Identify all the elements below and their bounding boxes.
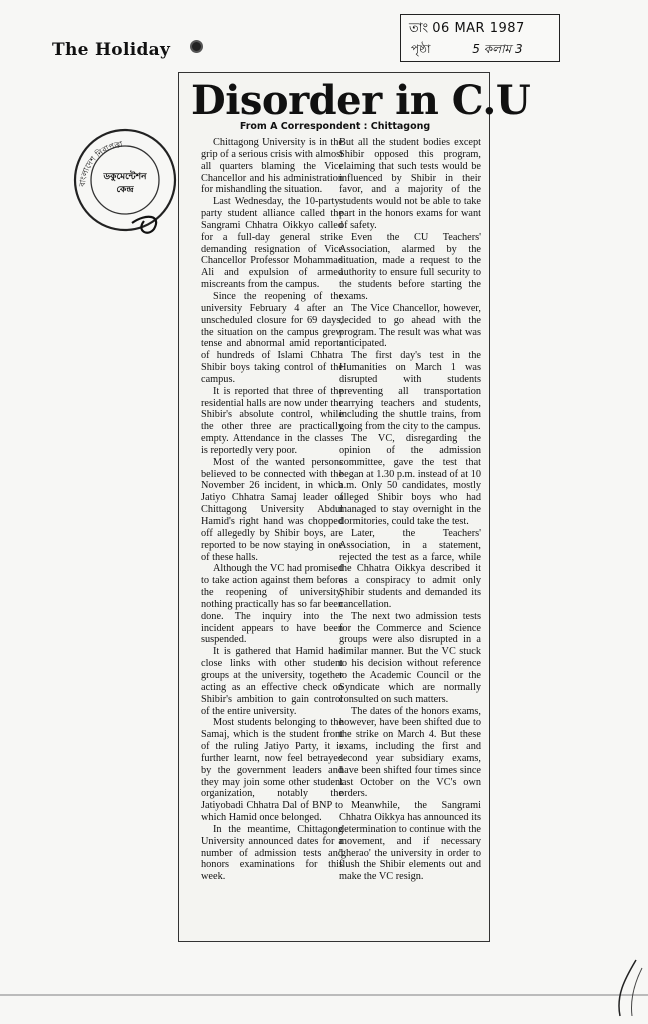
documentation-center-seal	[70, 125, 180, 235]
page-corner-curl	[606, 958, 646, 1018]
stamp-page-label: পৃষ্ঠা	[411, 42, 431, 56]
publication-name: The Holiday	[52, 40, 171, 60]
seal-outer-text: বাংলাদেশ নিরাপত্তা	[77, 139, 124, 188]
stamp-page-info: 5 কলাম 3	[472, 42, 523, 56]
article-paragraph: Later, the Teachers' Association, in a statement, rejected the test as a farce, while the Chhatra Oikkya described it as a conspiracy to admit only Shibir students and demanded its cancellation.	[339, 527, 481, 610]
stamp-date-label: তাং	[409, 21, 429, 36]
archive-date-stamp	[400, 14, 560, 62]
stamp-date-row	[409, 19, 525, 40]
article-paragraph: The next two admission tests for the Commerce and Science groups were also disrupted in a similar manner. But the VC stuck to his decision without reference to the Academic Council or the Syndicate which are normally consulted on such matters.	[339, 610, 481, 705]
stamp-page-row	[411, 41, 523, 61]
article-byline: From A Correspondent : Chittagong	[239, 121, 431, 132]
article-paragraph: In the meantime, Chittagong University announced dates for a number of admission tests and honors examinations for this week.	[201, 823, 343, 883]
scan-edge-line	[0, 994, 648, 996]
article-paragraph: It is gathered that Hamid had close links with other student groups at the university, together acting as an effective check on Shibir's ambition to gain control of the entire university.	[201, 646, 343, 717]
article-paragraph: The first day's test in the Humanities on March 1 was disrupted with students preventing all transportation carrying teachers and students, including the shuttle trains, from going from the city to the campus.	[339, 350, 481, 433]
article-paragraph: Chittagong University is in the grip of a serious crisis with almost all quarters blaming the Vice Chancellor and his administration for mishandling the situation.	[201, 137, 343, 196]
article-paragraph: It is reported that three of the residential halls are now under the Shibir's absolute control, while the other three are practically empty. Attendance in the classes is reportedly very poor.	[201, 385, 343, 456]
article-paragraph: Most students belonging to the Samaj, which is the student front of the ruling Jatiyo Party, it is further learnt, now feel betrayed by the government leaders and they may join some other student organization, notably the Jatiyobadi Chhatra Dal of BNP to which Hamid once belonged.	[201, 717, 343, 824]
article-column-right	[339, 137, 481, 883]
article-paragraph: Even the CU Teachers' Association, alarmed by the situation, made a request to the authority to ensure full security to the students before starting the exams.	[339, 231, 481, 302]
article-paragraph: Meanwhile, the Sangrami Chhatra Oikkya has announced its determination to continue with the movement, and if necessary 'gherao' the university in order to flush the Shibir elements out and make the VC resign.	[339, 800, 481, 883]
newspaper-clipping	[178, 72, 531, 942]
article-paragraph: Although the VC had promised to take action against them before the reopening of university, nothing practically has so far been done. The inquiry into the incident appears to have been suspended.	[201, 563, 343, 646]
article-paragraph: Since the reopening of the university February 4 after an unscheduled closure for 69 days, the situation on the campus grew tense and abnormal amid reports of hundreds of Islami Chhatra Shibir boys taking control of the campus.	[201, 290, 343, 385]
article-paragraph: The Vice Chancellor, however, decided to go ahead with the program. The result was what was anticipated.	[339, 302, 481, 350]
stamp-date-value: 06 MAR 1987	[432, 21, 525, 36]
article-paragraph: The dates of the honors exams, however, have been shifted due to the strike on March 4. But these exams, including the first and second year subsidiary exams, have been shifted four times since last October on the VC's own orders.	[339, 705, 481, 800]
handwritten-signature	[132, 217, 156, 233]
article-paragraph: Most of the wanted persons believed to be connected with the November 26 incident, in which Jatiyo Chhatra Samaj leader of Chittagong University Abdul Hamid's right hand was chopped off allegedly by Shibir boys, are reported to be now staying in one of these halls.	[201, 456, 343, 563]
article-headline: Disorder in C.U	[191, 77, 531, 124]
punch-hole-mark	[190, 40, 203, 53]
seal-center-text-2: কেন্দ্র	[116, 185, 134, 195]
article-paragraph: The VC, disregarding the opinion of the admission committee, gave the test that began at 1.30 p.m. instead of at 10 a.m. Only 50 candidates, mostly alleged Shibir boys who had managed to stay overnight in the dormitories, could take the test.	[339, 433, 481, 527]
article-paragraph: Last Wednesday, the 10-party-party student alliance called the Sangrami Chhatra Oikkyo called for a full-day general strike demanding resignation of Vice Chancellor Professor Mohammad Ali and expulsion of armed miscreants from the campus.	[201, 196, 343, 291]
article-column-left	[201, 137, 343, 883]
seal-center-text: ডকুমেন্টেশন	[103, 172, 147, 182]
article-paragraph-continued: But all the student bodies except Shibir opposed this program, claiming that such tests would be influenced by Shibir in their favor, and a majority of the students would not be able to take part in the honors exams for want of safety.	[339, 137, 481, 231]
